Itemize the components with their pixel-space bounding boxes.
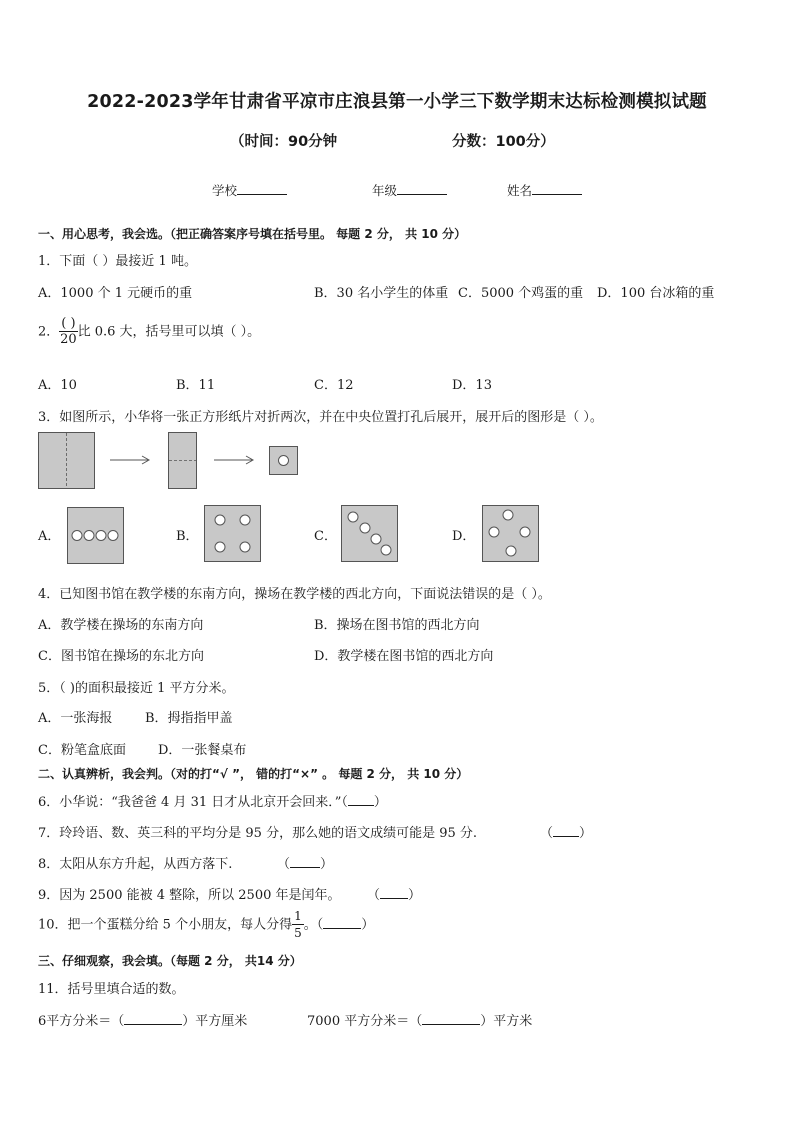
q4-stem: 4．已知图书馆在教学楼的东南方向，操场在教学楼的西北方向，下面说法错误的是（ ）。 — [38, 587, 551, 602]
name-field[interactable]: 姓名 — [507, 181, 582, 199]
q3-option-a-figure[interactable] — [67, 507, 124, 564]
q4-option-b[interactable]: B．操场在图书馆的西北方向 — [314, 618, 480, 633]
q1-option-b[interactable]: B．30 名小学生的体重 — [314, 286, 449, 301]
exam-time: （时间：90分钟 — [230, 134, 338, 150]
q3-stem: 3．如图所示，小华将一张正方形纸片对折两次，并在中央位置打孔后展开，展开后的图形是（ ）。 — [38, 410, 603, 425]
q3-option-d-figure[interactable] — [482, 505, 539, 562]
q7-line: 7．玲玲语、数、英三科的平均分是 95 分，那么她的语文成绩可能是 95 分. — [38, 826, 478, 841]
q11-blank-2[interactable] — [422, 1012, 480, 1025]
q1-option-d[interactable]: D．100 台冰箱的重 — [597, 286, 715, 301]
q7-answer-blank[interactable] — [553, 824, 579, 837]
q3-option-c-label[interactable]: C． — [314, 529, 337, 544]
q1-option-a[interactable]: A．1000 个 1 元硬币的重 — [38, 286, 193, 301]
section-2-heading: 二、认真辨析，我会判。（对的打“√ ”， 错的打“×” 。 每题 2 分， 共 10 分） — [38, 767, 469, 781]
q2-option-c[interactable]: C．12 — [314, 378, 354, 393]
q1-stem: 1．下面（ ）最接近 1 吨。 — [38, 254, 197, 269]
q11-stem: 11．括号里填合适的数。 — [38, 982, 185, 997]
q1-option-c[interactable]: C．5000 个鸡蛋的重 — [458, 286, 584, 301]
q8-line: 8．太阳从东方升起，从西方落下. — [38, 857, 233, 872]
folding-process-figure — [38, 432, 303, 492]
section-1-heading: 一、用心思考，我会选。（把正确答案序号填在括号里。 每题 2 分， 共 10 分） — [38, 227, 467, 241]
q4-option-d[interactable]: D．教学楼在图书馆的西北方向 — [314, 649, 494, 664]
q11-part-1: 6平方分米＝（ ）平方厘米 — [38, 1014, 248, 1029]
q2-option-a[interactable]: A．10 — [38, 378, 77, 393]
q10-answer-blank[interactable] — [323, 916, 361, 929]
q8-answer-blank[interactable] — [290, 855, 320, 868]
q10-fraction: $\frac{1}{5}$ — [294, 909, 302, 940]
q5-option-c[interactable]: C．粉笔盒底面 — [38, 743, 126, 758]
q2-option-d[interactable]: D．13 — [452, 378, 492, 393]
q6-answer-blank[interactable] — [348, 793, 374, 806]
school-field[interactable]: 学校 — [212, 181, 287, 199]
q9-answer[interactable]: （ ） — [367, 888, 422, 903]
section-3-heading: 三、仔细观察，我会填。（每题 2 分， 共14 分） — [38, 954, 302, 968]
q10-line: 10．把一个蛋糕分给 5 个小朋友，每人分得 $\frac{1}{5}$ 。（ ） — [38, 909, 375, 940]
q11-part-2: 7000 平方分米＝（ ）平方米 — [307, 1014, 533, 1029]
q5-option-d[interactable]: D．一张餐桌布 — [158, 743, 247, 758]
q7-answer[interactable]: （ ） — [540, 826, 593, 841]
page-title: 2022-2023学年甘肃省平凉市庄浪县第一小学三下数学期末达标检测模拟试题 — [87, 92, 707, 112]
grade-field[interactable]: 年级 — [372, 181, 447, 199]
q5-stem: 5．（ )的面积最接近 1 平方分米。 — [38, 681, 235, 696]
q9-answer-blank[interactable] — [380, 886, 408, 899]
q3-option-b-label[interactable]: B． — [176, 529, 199, 544]
q9-line: 9．因为 2500 能被 4 整除，所以 2500 年是闰年。 — [38, 888, 341, 903]
exam-score: 分数：100分） — [452, 134, 555, 150]
q4-option-a[interactable]: A．教学楼在操场的东南方向 — [38, 618, 204, 633]
q2-option-b[interactable]: B．11 — [176, 378, 216, 393]
q3-option-b-figure[interactable] — [204, 505, 261, 562]
q6-line: 6．小华说：“我爸爸 4 月 31 日才从北京开会回来．”（ ） — [38, 795, 387, 810]
punched-hole — [279, 456, 289, 466]
q3-option-d-label[interactable]: D． — [452, 529, 476, 544]
q11-blank-1[interactable] — [124, 1012, 182, 1025]
q8-answer[interactable]: （ ） — [277, 857, 334, 872]
q2-fraction: $\frac{( )}{20}$ — [60, 316, 77, 347]
q4-option-c[interactable]: C．图书馆在操场的东北方向 — [38, 649, 204, 664]
q3-option-c-figure[interactable] — [341, 505, 398, 562]
q5-option-b[interactable]: B．拇指指甲盖 — [145, 711, 233, 726]
q3-option-a-label[interactable]: A． — [38, 529, 61, 544]
q2-stem-line: 2． $\frac{( )}{20}$ 比 0.6 大，括号里可以填（ ）。 — [38, 316, 261, 347]
half-folded-paper — [169, 433, 197, 489]
q5-option-a[interactable]: A．一张海报 — [38, 711, 113, 726]
